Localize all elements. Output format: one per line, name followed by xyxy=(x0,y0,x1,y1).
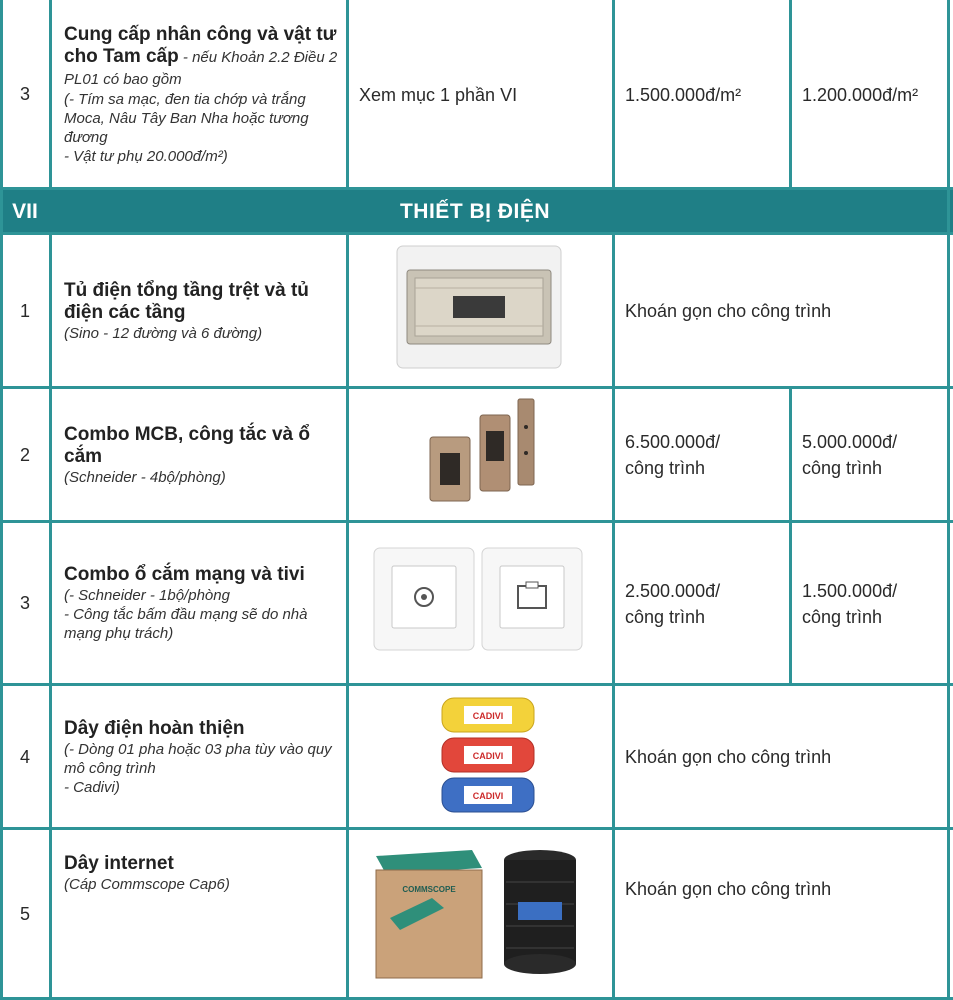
section-title: THIẾT BỊ ĐIỆN xyxy=(399,199,550,223)
tv-lan-sockets-image xyxy=(372,546,584,652)
row-5-description xyxy=(50,829,347,1000)
row-prev-price-1: 1.500.000đ/m² xyxy=(625,84,742,105)
section-header xyxy=(0,189,953,234)
grid-line xyxy=(346,234,349,1000)
row-5-number: 5 xyxy=(19,904,30,924)
row-3-number: 3 xyxy=(19,593,30,613)
row-1-subtitle: (Sino - 12 đường và 6 đường) xyxy=(64,324,263,342)
row-3-subtitle: (- Schneider - 1bộ/phòng - Công tắc bấm đầu mạng sẽ do nhà mạng phụ trách) xyxy=(64,587,308,642)
row-2-price-2: 5.000.000đ/ công trình xyxy=(802,432,898,478)
grid-line xyxy=(49,234,52,1000)
row-prev-number: 3 xyxy=(19,84,30,104)
row-4-subtitle: (- Dòng 01 pha hoặc 03 pha tùy vào quy mô công trình - Cadivi) xyxy=(64,740,332,796)
grid-line xyxy=(612,0,615,189)
row-2-price-1: 6.500.000đ/ công trình xyxy=(625,432,721,478)
row-4-description xyxy=(50,685,347,829)
row-4-title: Dây điện hoàn thiện xyxy=(64,717,245,739)
row-5-price: Khoán gọn cho công trình xyxy=(625,879,832,899)
cadivi-wire-coils-image xyxy=(440,694,536,818)
grid-line xyxy=(0,187,953,190)
commscope-logo: COMMSCOPE xyxy=(402,885,456,894)
row-prev-title-suffix: - nếu Khoản 2.2 Điều 2 PL01 có bao gồm xyxy=(64,48,338,88)
row-2-subtitle: (Schneider - 4bộ/phòng) xyxy=(64,468,226,486)
row-3-price-1: 2.500.000đ/ công trình xyxy=(625,580,721,627)
cadivi-logo-3: CADIVI xyxy=(472,791,504,801)
grid-line xyxy=(49,0,52,189)
commscope-cable-image xyxy=(372,846,582,982)
grid-line xyxy=(0,0,3,1000)
grid-line xyxy=(0,827,953,830)
row-1-description xyxy=(50,234,347,388)
grid-line xyxy=(789,0,792,189)
section-code: VII xyxy=(12,199,38,223)
row-3-price-2: 1.500.000đ/ công trình xyxy=(802,580,898,627)
electrical-panel-image xyxy=(395,244,563,370)
grid-line xyxy=(0,683,953,686)
row-prev-description xyxy=(50,0,347,189)
grid-line xyxy=(0,386,953,389)
row-1-price: Khoán gọn cho công trình xyxy=(625,301,832,321)
grid-line xyxy=(789,388,792,685)
row-prev-subtitle: (- Tím sa mạc, đen tia chớp và trắng Moca, Nâu Tây Ban Nha hoặc tương đương - Vật tư phụ 20.000đ/m²) xyxy=(64,90,309,165)
row-prev-price-2: 1.200.000đ/m² xyxy=(802,84,919,105)
grid-line xyxy=(346,0,349,189)
grid-line xyxy=(612,234,615,1000)
cadivi-logo-2: CADIVI xyxy=(472,751,504,761)
row-1-number: 1 xyxy=(19,300,30,321)
cadivi-logo-1: CADIVI xyxy=(472,711,504,721)
row-4-number: 4 xyxy=(19,746,30,767)
row-4-price: Khoán gọn cho công trình xyxy=(625,747,832,767)
switch-outlet-set-image xyxy=(428,397,538,513)
row-5-subtitle: (Cáp Commscope Cap6) xyxy=(64,876,230,893)
row-5-title: Dây internet xyxy=(64,853,174,874)
row-2-number: 2 xyxy=(19,444,30,465)
row-2-description xyxy=(50,388,347,522)
row-3-title: Combo ổ cắm mạng và tivi xyxy=(64,564,305,585)
grid-line xyxy=(0,232,953,235)
grid-line xyxy=(0,520,953,523)
row-2-title: Combo MCB, công tắc và ổ cắm xyxy=(64,423,310,467)
grid-line xyxy=(947,0,950,1000)
row-3-description xyxy=(50,522,347,685)
row-prev-title: Cung cấp nhân công và vật tư cho Tam cấp - nếu Khoản 2.2 Điều 2 PL01 có bao gồm xyxy=(64,23,338,88)
row-1-title: Tủ điện tổng tầng trệt và tủ điện các tầng xyxy=(64,279,309,323)
row-prev-spec: Xem mục 1 phần VI xyxy=(359,84,518,105)
